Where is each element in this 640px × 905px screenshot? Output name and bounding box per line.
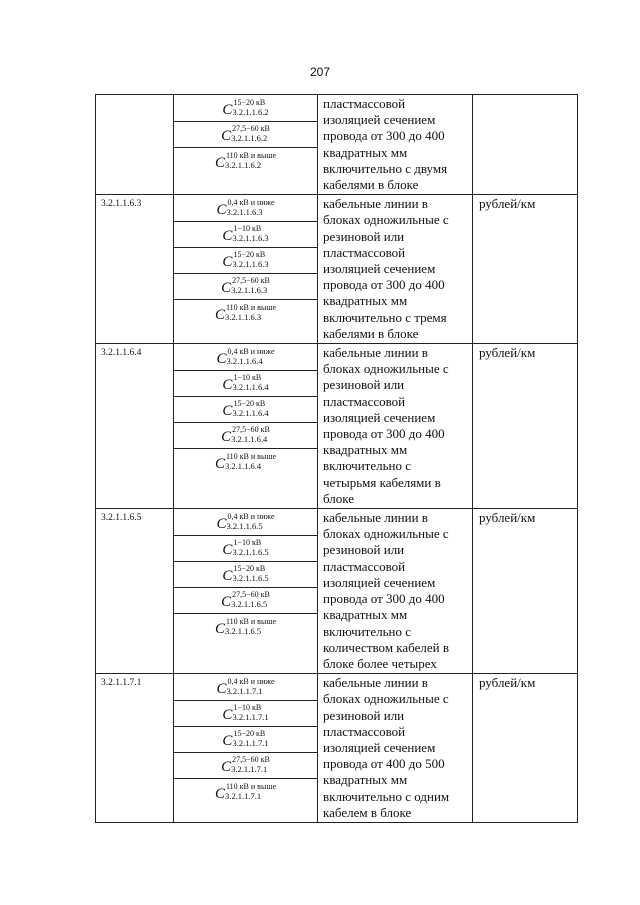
code-subscript: 3.2.1.1.6.2	[232, 106, 269, 117]
formula-letter: C	[222, 101, 233, 118]
voltage-superscript: 15−20 кВ	[233, 250, 266, 260]
description-line: блоках одножильные с	[323, 526, 449, 542]
formula-scripts	[232, 730, 268, 748]
tariff-symbol	[174, 344, 317, 370]
voltage-superscript: 27,5−60 кВ	[232, 425, 270, 435]
unit-cell	[473, 95, 578, 195]
voltage-superscript: 27,5−60 кВ	[232, 590, 270, 600]
formula-scripts	[232, 704, 268, 722]
description-line: кабелем в блоке	[323, 804, 412, 820]
formula-letter: C	[216, 350, 227, 367]
formula	[216, 678, 274, 697]
formula-scripts	[232, 99, 268, 117]
formula	[216, 513, 274, 532]
voltage-superscript: 1−10 кВ	[233, 703, 262, 713]
voltage-superscript: 15−20 кВ	[233, 729, 266, 739]
voltage-superscript: 15−20 кВ	[233, 97, 266, 107]
formula-scripts	[232, 225, 268, 243]
row-code: 3.2.1.1.6.3	[96, 195, 174, 344]
formula	[216, 199, 274, 218]
code-subscript: 3.2.1.1.6.4	[224, 461, 262, 472]
formula	[222, 251, 268, 270]
code-subscript: 3.2.1.1.7.1	[232, 712, 269, 723]
unit-cell: рублей/км	[473, 509, 578, 674]
row-code	[96, 95, 174, 195]
description-line: кабелями в блоке	[323, 177, 419, 193]
symbol-stack	[174, 344, 317, 476]
formula	[221, 125, 270, 144]
symbol-cell	[174, 344, 318, 509]
formula	[221, 426, 270, 445]
description-cell	[318, 195, 473, 344]
description-line: включительно с тремя	[323, 309, 447, 325]
formula-scripts	[225, 618, 276, 636]
formula	[221, 591, 270, 610]
voltage-superscript: 0,4 кВ и ниже	[227, 197, 275, 207]
description-line: квадратных мм	[323, 442, 408, 458]
formula-letter: C	[222, 254, 233, 271]
formula-scripts	[232, 565, 268, 583]
description-line: изоляцией сечением	[323, 112, 436, 128]
formula-letter: C	[214, 456, 225, 473]
description-line: резиновой или	[323, 707, 405, 723]
formula	[215, 618, 276, 637]
voltage-superscript: 110 кВ и выше	[225, 151, 277, 160]
formula-scripts	[231, 756, 270, 774]
description-cell	[318, 674, 473, 823]
formula	[215, 152, 276, 171]
tariff-symbol	[174, 778, 317, 806]
formula	[215, 783, 276, 802]
table-row	[96, 674, 578, 823]
formula-letter: C	[222, 403, 233, 420]
formula-letter: C	[221, 429, 232, 446]
tariff-symbol	[174, 370, 317, 396]
tariff-symbol	[174, 726, 317, 752]
formula	[222, 225, 268, 244]
code-subscript: 3.2.1.1.6.4	[231, 434, 268, 445]
formula	[222, 99, 268, 118]
description-line: кабельные линии в	[323, 675, 428, 691]
tariff-symbol	[174, 674, 317, 700]
description-line: кабелями в блоке	[323, 325, 419, 341]
symbol-cell	[174, 674, 318, 823]
symbol-stack	[174, 674, 317, 806]
formula	[215, 304, 276, 323]
description-cell	[318, 95, 473, 195]
description-line: блоке	[323, 490, 355, 506]
code-subscript: 3.2.1.1.6.5	[231, 599, 268, 610]
formula	[221, 756, 270, 775]
symbol-cell	[174, 95, 318, 195]
tariff-symbol	[174, 752, 317, 778]
formula-letter: C	[214, 786, 225, 803]
formula	[222, 400, 268, 419]
unit-cell: рублей/км	[473, 195, 578, 344]
tariff-symbol	[174, 299, 317, 327]
code-subscript: 3.2.1.1.6.4	[232, 382, 269, 393]
formula-letter: C	[222, 568, 233, 585]
description-line: резиновой или	[323, 542, 405, 558]
description-line: пластмассовой	[323, 393, 406, 409]
table-row	[96, 344, 578, 509]
description-line: пластмассовой	[323, 244, 406, 260]
code-subscript: 3.2.1.1.6.3	[224, 312, 262, 323]
table-row	[96, 509, 578, 674]
description-line: изоляцией сечением	[323, 739, 436, 755]
symbol-cell	[174, 509, 318, 674]
formula-scripts	[232, 251, 268, 269]
symbol-stack	[174, 509, 317, 641]
code-subscript: 3.2.1.1.7.1	[231, 764, 268, 775]
formula-scripts	[226, 678, 274, 696]
formula-letter: C	[216, 515, 227, 532]
table-row	[96, 195, 578, 344]
formula-scripts	[225, 783, 276, 801]
formula	[222, 565, 268, 584]
formula-scripts	[231, 277, 270, 295]
code-subscript: 3.2.1.1.6.5	[232, 547, 269, 558]
voltage-superscript: 110 кВ и выше	[225, 617, 277, 627]
formula-scripts	[231, 125, 270, 143]
formula-scripts	[232, 374, 268, 392]
description-cell	[318, 344, 473, 509]
tariff-symbol	[174, 195, 317, 221]
tariff-symbol	[174, 422, 317, 448]
formula-letter: C	[216, 201, 227, 218]
tariff-symbol	[174, 396, 317, 422]
symbol-stack	[174, 195, 317, 327]
voltage-superscript: 15−20 кВ	[233, 399, 266, 409]
code-subscript: 3.2.1.1.7.1	[224, 791, 262, 802]
voltage-superscript: 1−10 кВ	[233, 538, 262, 548]
description-line: блоках одножильные с	[323, 691, 449, 707]
tariff-symbol	[174, 613, 317, 641]
voltage-superscript: 110 кВ и выше	[225, 303, 277, 313]
description-line: квадратных мм	[323, 607, 408, 623]
formula-letter: C	[221, 759, 232, 776]
voltage-superscript: 0,4 кВ и ниже	[227, 676, 275, 686]
formula	[222, 730, 268, 749]
description-line: резиновой или	[323, 228, 405, 244]
formula-scripts	[226, 199, 274, 217]
symbol-cell	[174, 195, 318, 344]
voltage-superscript: 110 кВ и выше	[225, 782, 277, 792]
description-line: блоках одножильные с	[323, 361, 449, 377]
description-line: провода от 300 до 400	[323, 277, 445, 293]
formula-letter: C	[216, 680, 227, 697]
description-line: кабельные линии в	[323, 345, 428, 361]
formula-letter: C	[221, 280, 232, 297]
description-line: квадратных мм	[323, 293, 408, 309]
tariff-table	[95, 94, 578, 823]
formula-letter: C	[222, 707, 233, 724]
tariff-symbol	[174, 587, 317, 613]
formula-scripts	[231, 591, 270, 609]
tariff-symbol	[174, 509, 317, 535]
code-subscript: 3.2.1.1.6.3	[226, 206, 263, 217]
description-line: пластмассовой	[323, 723, 406, 739]
description-line: провода от 300 до 400	[323, 591, 445, 607]
description-line: пластмассовой	[323, 96, 406, 111]
description-line: пластмассовой	[323, 558, 406, 574]
formula	[215, 453, 276, 472]
formula	[222, 539, 268, 558]
symbol-stack	[174, 95, 317, 175]
description-line: изоляцией сечением	[323, 409, 436, 425]
row-code: 3.2.1.1.6.5	[96, 509, 174, 674]
code-subscript: 3.2.1.1.7.1	[232, 738, 269, 749]
formula	[222, 704, 268, 723]
tariff-symbol	[174, 535, 317, 561]
voltage-superscript: 0,4 кВ и ниже	[227, 346, 275, 356]
formula-scripts	[232, 539, 268, 557]
formula-letter: C	[222, 733, 233, 750]
code-subscript: 3.2.1.1.6.3	[232, 259, 269, 270]
voltage-superscript: 15−20 кВ	[233, 564, 266, 574]
voltage-superscript: 27,5−60 кВ	[232, 124, 270, 133]
tariff-symbol	[174, 700, 317, 726]
description-line: квадратных мм	[323, 144, 408, 160]
description-line: включительно с	[323, 458, 411, 474]
formula-scripts	[225, 152, 276, 170]
voltage-superscript: 1−10 кВ	[233, 224, 262, 234]
tariff-symbol	[174, 561, 317, 587]
formula-letter: C	[221, 128, 232, 144]
description-line: кабельные линии в	[323, 510, 428, 526]
formula-letter: C	[214, 155, 225, 171]
description-line: изоляцией сечением	[323, 261, 436, 277]
table-row	[96, 95, 578, 195]
formula-letter: C	[214, 621, 225, 638]
formula-scripts	[231, 426, 270, 444]
formula-letter: C	[222, 542, 233, 559]
formula-scripts	[225, 453, 276, 471]
tariff-symbol	[174, 221, 317, 247]
description-line: провода от 300 до 400	[323, 128, 445, 144]
unit-cell: рублей/км	[473, 674, 578, 823]
description-line: включительно с	[323, 623, 411, 639]
voltage-superscript: 0,4 кВ и ниже	[227, 511, 275, 521]
tariff-symbol	[174, 95, 317, 121]
tariff-symbol	[174, 147, 317, 175]
code-subscript: 3.2.1.1.6.3	[231, 285, 268, 296]
code-subscript: 3.2.1.1.6.5	[226, 520, 263, 531]
description-line: кабельные линии в	[323, 196, 428, 212]
code-subscript: 3.2.1.1.6.5	[224, 626, 262, 637]
formula	[216, 348, 274, 367]
formula-letter: C	[222, 377, 233, 394]
description-line: провода от 400 до 500	[323, 756, 445, 772]
tariff-symbol	[174, 121, 317, 147]
page-number: 207	[309, 65, 331, 79]
voltage-superscript: 27,5−60 кВ	[232, 276, 270, 286]
description-line: четырьмя кабелями в	[323, 474, 441, 490]
unit-cell: рублей/км	[473, 344, 578, 509]
formula-scripts	[232, 400, 268, 418]
description-line: резиновой или	[323, 377, 405, 393]
description-line: блоке более четырех	[323, 655, 437, 671]
formula-letter: C	[221, 594, 232, 611]
formula	[222, 374, 268, 393]
tariff-symbol	[174, 273, 317, 299]
description-line: количеством кабелей в	[323, 639, 449, 655]
formula-letter: C	[214, 307, 225, 324]
description-line: провода от 300 до 400	[323, 426, 445, 442]
formula-scripts	[225, 304, 276, 322]
description-line: квадратных мм	[323, 772, 408, 788]
code-subscript: 3.2.1.1.7.1	[226, 685, 263, 696]
code-subscript: 3.2.1.1.6.4	[232, 408, 269, 419]
description-cell	[318, 509, 473, 674]
code-subscript: 3.2.1.1.6.2	[231, 133, 268, 143]
voltage-superscript: 110 кВ и выше	[225, 452, 277, 462]
code-subscript: 3.2.1.1.6.4	[226, 355, 263, 366]
formula-scripts	[226, 348, 274, 366]
description-line: включительно с одним	[323, 788, 450, 804]
voltage-superscript: 1−10 кВ	[233, 373, 262, 383]
voltage-superscript: 27,5−60 кВ	[232, 755, 270, 765]
description-line: блоках одножильные с	[323, 212, 449, 228]
code-subscript: 3.2.1.1.6.2	[224, 160, 262, 170]
formula-letter: C	[222, 228, 233, 245]
code-subscript: 3.2.1.1.6.5	[232, 573, 269, 584]
description-line: включительно с двумя	[323, 160, 448, 176]
tariff-symbol	[174, 247, 317, 273]
tariff-symbol	[174, 448, 317, 476]
formula-scripts	[226, 513, 274, 531]
code-subscript: 3.2.1.1.6.3	[232, 233, 269, 244]
row-code: 3.2.1.1.6.4	[96, 344, 174, 509]
description-line: изоляцией сечением	[323, 574, 436, 590]
row-code: 3.2.1.1.7.1	[96, 674, 174, 823]
formula	[221, 277, 270, 296]
